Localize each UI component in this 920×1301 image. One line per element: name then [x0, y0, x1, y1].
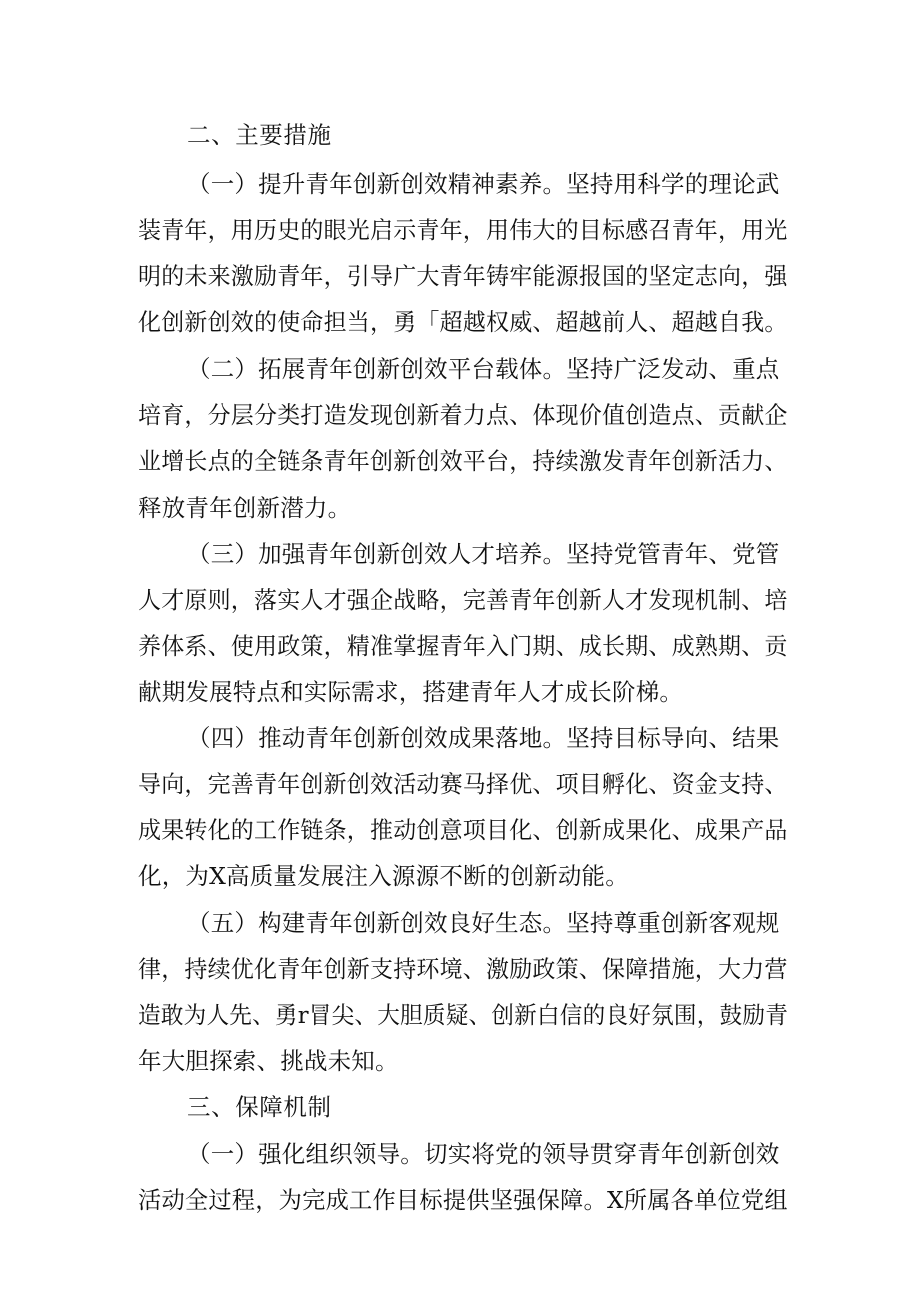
text-line: 人才原则，落实人才强企战略，完善青年创新人才发现机制、培 [138, 586, 788, 614]
text-line: 培育，分层分类打造发现创新着力点、体现价值创造点、贡献企 [138, 401, 788, 429]
text-line: 成果转化的工作链条，推动创意项目化、创新成果化、成果产品 [138, 816, 788, 844]
text-line: 化创新创效的使命担当，勇「超越权威、超越前人、超越自我。 [138, 308, 788, 336]
text-line: 释放青年创新潜力。 [138, 494, 352, 522]
text-line: 造敢为人先、勇r冒尖、大胆质疑、创新白信的良好氛围，鼓励青 [138, 1001, 789, 1029]
text-line: 导向，完善青年创新创效活动赛马择优、项目孵化、资金支持、 [138, 770, 788, 798]
section-heading: 二、主要措施 [187, 121, 332, 149]
text-line: 献期发展特点和实际需求，搭建青年人才成长阶梯。 [138, 678, 684, 706]
text-line: （二）拓展青年创新创效平台载体。坚持广泛发动、重点 [187, 355, 780, 383]
text-line: 化，为X高质量发展注入源源不断的创新动能。 [138, 862, 629, 890]
text-line: 年大胆探索、挑战未知。 [138, 1047, 399, 1075]
text-line: 活动全过程，为完成工作目标提供坚强保障。X所属各单位党组 [138, 1186, 788, 1214]
text-line: （一）强化组织领导。切实将党的领导贯穿青年创新创效 [187, 1140, 780, 1168]
text-line: 明的未来激励青年，引导广大青年铸牢能源报国的坚定志向，强 [138, 262, 788, 290]
text-line: 业增长点的全链条青年创新创效平台，持续激发青年创新活力、 [138, 447, 788, 475]
section-heading: 三、保障机制 [187, 1093, 332, 1121]
text-line: （三）加强青年创新创效人才培养。坚持党管青年、党管 [187, 540, 780, 568]
text-line: （一）提升青年创新创效精神素养。坚持用科学的理论武 [187, 170, 780, 198]
text-line: （五）构建青年创新创效良好生态。坚持尊重创新客观规 [187, 909, 780, 937]
text-line: 律，持续优化青年创新支持环境、激励政策、保障措施，大力营 [138, 955, 788, 983]
text-line: 养体系、使用政策，精准掌握青年入门期、成长期、成熟期、贡 [138, 632, 788, 660]
text-line: （四）推动青年创新创效成果落地。坚持目标导向、结果 [187, 724, 780, 752]
text-line: 装青年，用历史的眼光启示青年，用伟大的目标感召青年，用光 [138, 216, 788, 244]
